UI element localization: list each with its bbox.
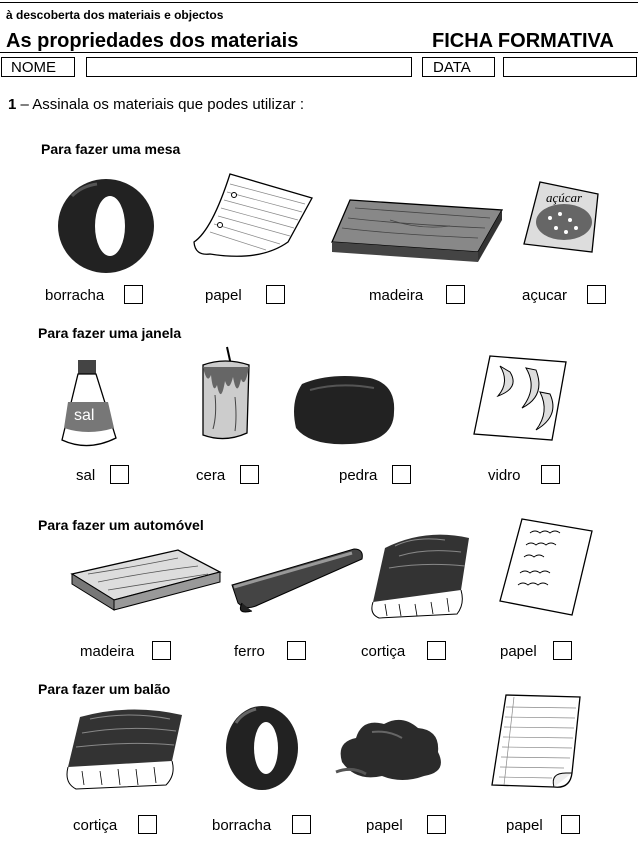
sugar-bag-icon [520,178,602,258]
wood-plank-icon [68,548,223,618]
checkbox-automovel-cortica[interactable] [427,641,446,660]
checkbox-mesa-madeira[interactable] [446,285,465,304]
tire-icon [52,176,160,276]
section-heading-automovel: Para fazer um automóvel [38,517,204,533]
name-label: NOME [11,59,56,76]
item-label: papel [205,287,242,304]
question-1 [8,96,304,113]
item-label: papel [506,817,543,834]
cork-bark-icon [60,705,190,791]
checkbox-janela-pedra[interactable] [392,465,411,484]
date-field[interactable] [503,57,637,77]
checkbox-automovel-ferro[interactable] [287,641,306,660]
name-label-box [1,57,75,77]
item-label: madeira [80,643,135,660]
worksheet-title: As propriedades dos materiais [6,30,299,52]
checkbox-mesa-borracha[interactable] [124,285,143,304]
checkbox-mesa-papel[interactable] [266,285,285,304]
question-number: 1 [8,96,17,113]
checkbox-janela-cera[interactable] [240,465,259,484]
lined-paper-icon [490,693,582,791]
checkbox-mesa-acucar[interactable] [587,285,606,304]
date-label: DATA [433,59,471,76]
checkbox-balao-borracha[interactable] [292,815,311,834]
item-label: borracha [45,287,105,304]
item-label: vidro [488,467,521,484]
series-title: à descoberta dos materiais e objectos [6,8,224,22]
item-label: cortiça [73,817,118,834]
item-label: cortiça [361,643,406,660]
sugar-bag-text: açúcar [546,190,583,205]
section-heading-balao: Para fazer um balão [38,681,171,697]
checkbox-balao-papel-2[interactable] [561,815,580,834]
item-label: papel [500,643,537,660]
iron-bar-icon [228,545,368,615]
tire-icon [222,703,302,793]
checkbox-janela-sal[interactable] [110,465,129,484]
item-label: ferro [234,643,265,660]
wood-plank-icon [330,190,505,265]
item-label: madeira [369,287,424,304]
candle-wax-icon [195,345,255,445]
written-paper-icon [498,517,596,617]
title-rule [0,52,638,53]
sheet-type: FICHA FORMATIVA [432,30,614,52]
cork-bark-icon [365,528,477,620]
stone-icon [332,712,452,784]
item-label: papel [366,817,403,834]
name-field[interactable] [86,57,412,77]
checkbox-balao-papel[interactable] [427,815,446,834]
section-heading-janela: Para fazer uma janela [38,325,182,341]
stone-icon [290,372,400,448]
checkbox-automovel-papel[interactable] [553,641,572,660]
item-label: açucar [522,287,568,304]
checkbox-automovel-madeira[interactable] [152,641,171,660]
item-label: pedra [339,467,378,484]
checkbox-balao-cortica[interactable] [138,815,157,834]
section-heading-mesa: Para fazer uma mesa [41,141,181,157]
item-label: cera [196,467,226,484]
paper-sheet-icon [190,170,315,265]
salt-bottle-icon [58,358,120,450]
question-text: – Assinala os materiais que podes utilizar : [20,96,304,113]
item-label: sal [76,467,96,484]
top-rule [0,2,638,3]
salt-bottle-text: sal [74,407,95,424]
glass-pane-icon [470,352,570,444]
checkbox-janela-vidro[interactable] [541,465,560,484]
item-label: borracha [212,817,272,834]
date-label-box [422,57,495,77]
